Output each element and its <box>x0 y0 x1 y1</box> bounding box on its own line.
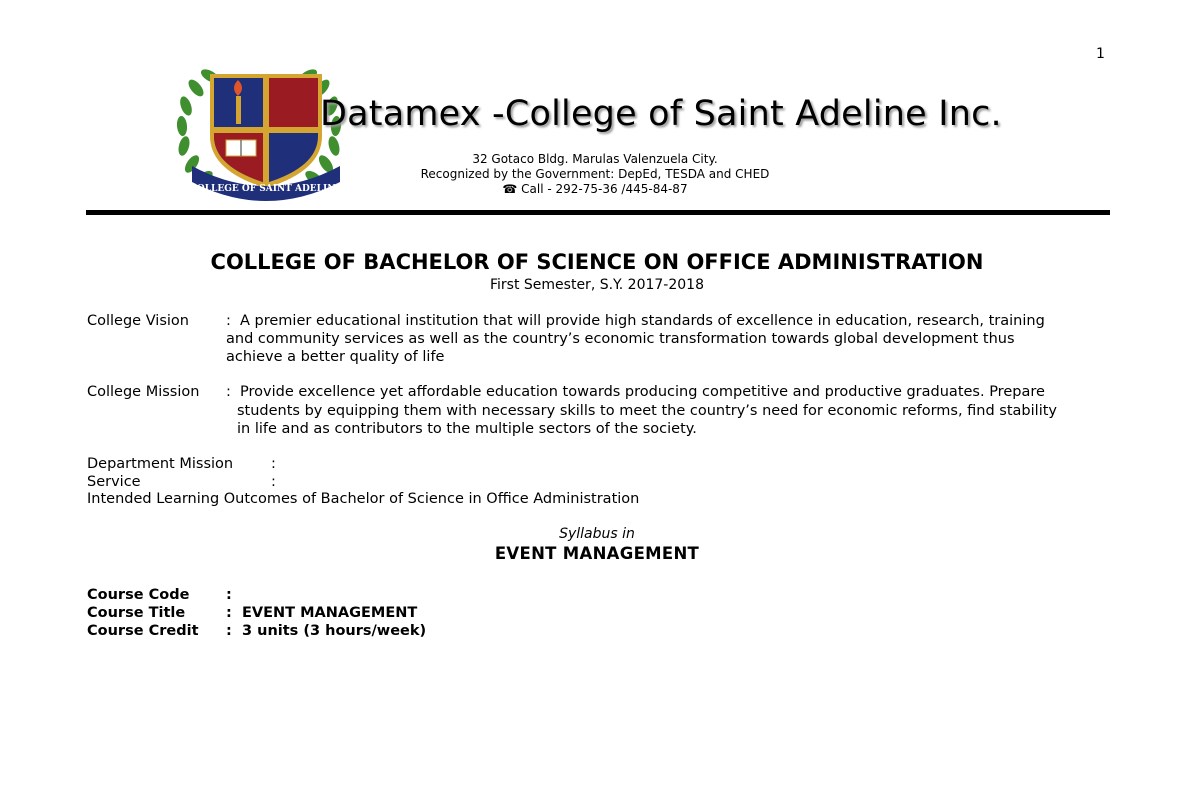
service-label: Service <box>87 474 141 490</box>
course-credit-label: Course Credit <box>87 623 199 639</box>
government-recognition: Recognized by the Government: DepEd, TESDA and CHED <box>420 167 770 181</box>
college-name: Datamex -College of Saint Adeline Inc. <box>320 94 1002 134</box>
mission-line-2: students by equipping them with necessary skills to meet the country’s need for economic reforms, find stability <box>237 403 1057 419</box>
vision-line-3: achieve a better quality of life <box>226 349 445 365</box>
course-title-separator: : <box>226 605 232 621</box>
vision-line-2: and community services as well as the country’s economic transformation towards global development thus <box>226 331 1015 347</box>
course-code-separator: : <box>226 587 232 603</box>
logo-banner-text: COLLEGE OF SAINT ADELINE <box>189 184 343 194</box>
mission-line-1: Provide excellence yet affordable education towards producing competitive and productive graduates. Prepare <box>240 384 1045 400</box>
course-credit-value: 3 units (3 hours/week) <box>242 623 427 639</box>
course-title-value: EVENT MANAGEMENT <box>242 605 418 621</box>
vision-line-1: A premier educational institution that will provide high standards of excellence in education, research, training <box>240 313 1045 329</box>
header-contact-info <box>400 152 790 197</box>
phone-line <box>400 182 790 197</box>
semester-label: First Semester, S.Y. 2017-2018 <box>490 277 704 293</box>
college-address: 32 Gotaco Bldg. Marulas Valenzuela City. <box>472 152 718 166</box>
course-credit-separator: : <box>226 623 232 639</box>
page-number: 1 <box>1096 46 1105 62</box>
header-divider <box>86 210 1110 215</box>
college-seal-icon <box>172 66 360 206</box>
service-separator: : <box>271 474 276 490</box>
mission-label: College Mission <box>87 384 200 400</box>
mission-line-3: in life and as contributors to the multiple sectors of the society. <box>237 421 697 437</box>
course-title-label: Course Title <box>87 605 186 621</box>
phone-numbers: Call - 292-75-36 /445-84-87 <box>521 182 688 196</box>
mission-separator: : <box>226 384 231 400</box>
department-mission-label: Department Mission <box>87 456 234 472</box>
department-title: COLLEGE OF BACHELOR OF SCIENCE ON OFFICE ADMINISTRATION <box>210 250 984 274</box>
course-code-label: Course Code <box>87 587 190 603</box>
department-mission-separator: : <box>271 456 276 472</box>
vision-label: College Vision <box>87 313 189 329</box>
telephone-icon: ☎ <box>502 182 522 196</box>
syllabus-label: Syllabus in <box>559 526 635 542</box>
ilo-heading: Intended Learning Outcomes of Bachelor of Science in Office Administration <box>87 491 640 507</box>
course-heading: EVENT MANAGEMENT <box>494 544 700 563</box>
vision-separator: : <box>226 313 231 329</box>
